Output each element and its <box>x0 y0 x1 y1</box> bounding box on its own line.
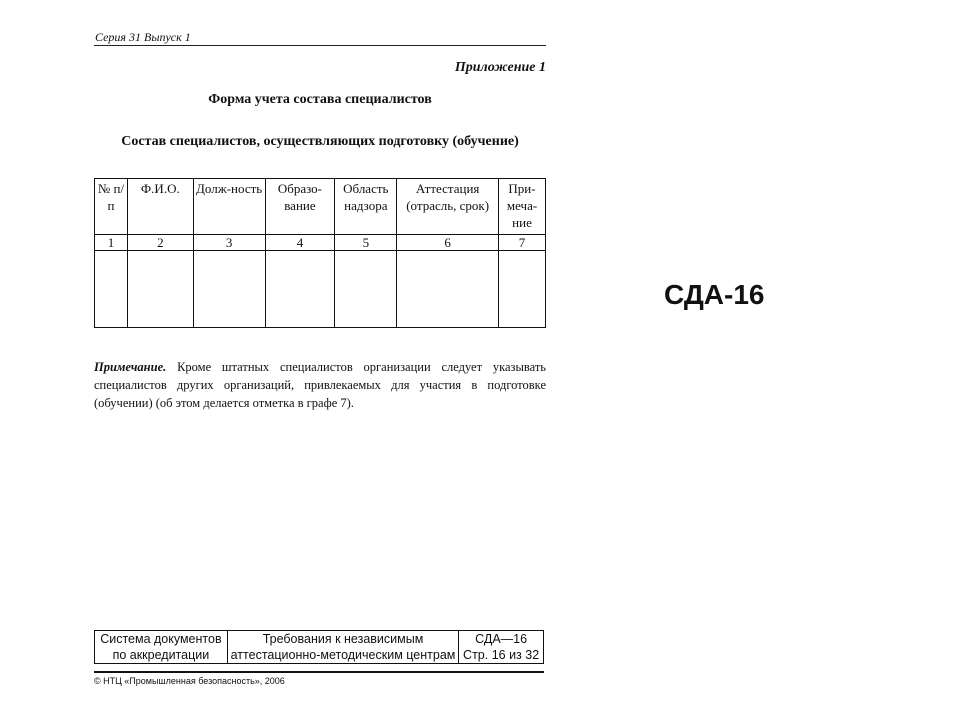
column-number: 5 <box>335 234 397 250</box>
footer-rule <box>94 671 544 673</box>
copyright-text: © НТЦ «Промышленная безопасность», 2006 <box>94 676 285 686</box>
footer-title-line1: Требования к независимым <box>262 632 424 646</box>
footer-code-page <box>459 631 544 664</box>
note-label: Примечание. <box>94 360 167 374</box>
document-code: СДА-16 <box>664 279 765 310</box>
footer-system <box>95 631 228 664</box>
footer-stamp <box>94 630 544 664</box>
column-header: Ф.И.О. <box>127 179 193 235</box>
table-cell <box>127 250 193 327</box>
column-header: № п/п <box>95 179 128 235</box>
specialists-table <box>94 178 546 328</box>
table-cell <box>499 250 546 327</box>
note-text: Кроме штатных специалистов организации следует указывать специалистов других организаций, привлекаемых для участия в подготовке (обучении) (об этом делается отметка в графе 7). <box>94 360 547 410</box>
header-rule <box>94 45 546 46</box>
appendix-label: Приложение 1 <box>454 60 546 75</box>
note-paragraph <box>94 358 546 412</box>
table-cell <box>95 250 128 327</box>
footer-title <box>227 631 458 664</box>
form-title: Форма учета состава специалистов <box>208 92 432 107</box>
footer-system-line2: по аккредитации <box>112 648 210 662</box>
column-number: 7 <box>499 234 546 250</box>
column-number: 2 <box>127 234 193 250</box>
column-number: 1 <box>95 234 128 250</box>
table-header-row <box>95 179 546 235</box>
column-number: 3 <box>193 234 265 250</box>
column-number: 6 <box>397 234 499 250</box>
table-cell <box>193 250 265 327</box>
table-title: Состав специалистов, осуществляющих подготовку (обучение) <box>121 134 519 149</box>
footer-system-line1: Система документов <box>100 632 222 646</box>
column-header: Долж-ность <box>193 179 265 235</box>
footer-code: СДА—16 <box>475 632 528 646</box>
footer-page-number: Стр. 16 из 32 <box>463 648 540 662</box>
table-row <box>95 250 546 327</box>
table-cell <box>265 250 335 327</box>
table-cell <box>397 250 499 327</box>
series-label: Серия 31 Выпуск 1 <box>95 30 191 44</box>
footer-title-line2: аттестационно-методическим центрам <box>230 648 456 662</box>
column-header: Область надзора <box>335 179 397 235</box>
column-header: При-меча-ние <box>499 179 546 235</box>
column-header: Образо-вание <box>265 179 335 235</box>
table-cell <box>335 250 397 327</box>
column-number-row <box>95 234 546 250</box>
column-number: 4 <box>265 234 335 250</box>
column-header: Аттестация (отрасль, срок) <box>397 179 499 235</box>
